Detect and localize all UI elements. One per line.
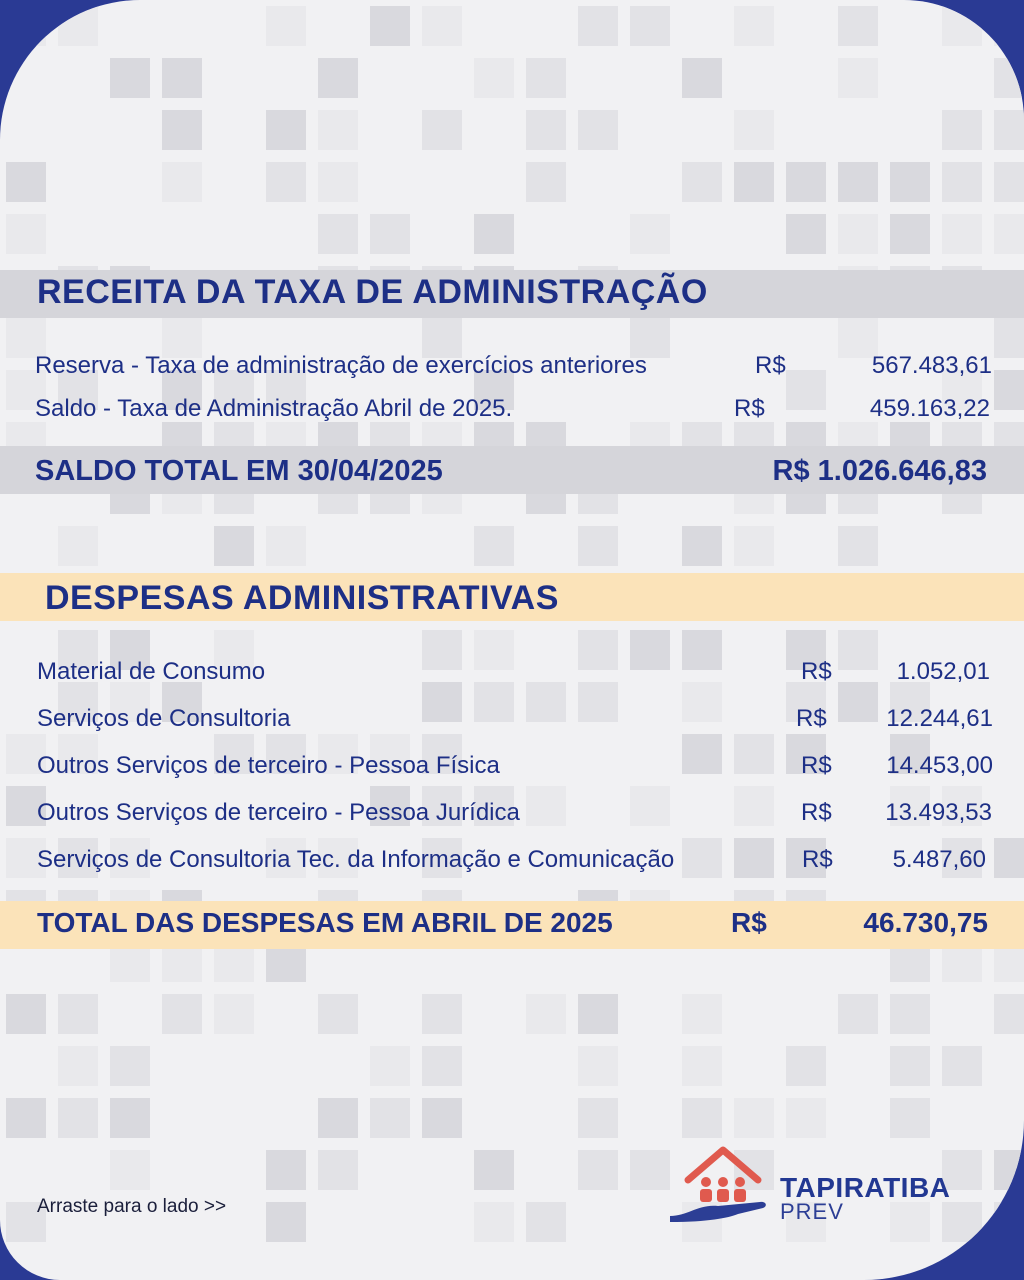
background-tile [734,1098,774,1138]
background-tile [734,162,774,202]
receita-row-currency: R$ [755,352,786,379]
despesas-total-currency: R$ [731,907,767,938]
background-tile [318,162,358,202]
background-tile [422,630,462,670]
background-tile [370,1098,410,1138]
background-tile [994,1150,1024,1190]
background-tile [474,1202,514,1242]
despesa-row-currency: R$ [801,658,832,685]
background-tile [578,994,618,1034]
background-tile [994,370,1024,410]
background-tile [578,110,618,150]
background-tile [370,214,410,254]
background-tile [630,786,670,826]
logo-subtitle: PREV [780,1199,844,1224]
background-tile [734,526,774,566]
background-tile [994,110,1024,150]
background-tile [474,1150,514,1190]
background-tile [318,1098,358,1138]
background-tile [526,682,566,722]
background-tile [630,1150,670,1190]
background-tile [942,110,982,150]
background-tile [786,1046,826,1086]
background-tile [318,110,358,150]
background-tile [578,6,618,46]
despesa-row-label: Outros Serviços de terceiro - Pessoa Física [37,752,500,779]
background-tile [58,526,98,566]
despesa-row-label: Serviços de Consultoria [37,705,291,732]
background-tile [994,318,1024,358]
background-tile [474,682,514,722]
background-tile [266,1202,306,1242]
background-tile [994,214,1024,254]
background-tile [266,6,306,46]
background-tile [370,6,410,46]
background-tile [682,526,722,566]
receita-row-label: Saldo - Taxa de Administração Abril de 2025. [35,395,513,422]
background-tile [838,526,878,566]
despesa-row-value: 12.244,61 [886,705,993,732]
logo-title: TAPIRATIBA [780,1172,951,1203]
background-tile [734,110,774,150]
background-tile [318,994,358,1034]
background-tile [162,162,202,202]
background-tile [422,1098,462,1138]
despesa-row-value: 5.487,60 [892,846,986,873]
background-tile [526,162,566,202]
background-tile [214,526,254,566]
house-hand-icon [668,1144,778,1224]
despesa-row-label: Serviços de Consultoria Tec. da Informação e Comunicação [37,846,675,873]
receita-total-value: R$ 1.026.646,83 [772,455,987,487]
background-tile [942,214,982,254]
despesa-row-label: Material de Consumo [37,658,266,685]
background-tile [578,1150,618,1190]
background-tile [682,838,722,878]
receita-row-currency: R$ [734,395,765,422]
receita-row-label: Reserva - Taxa de administração de exercícios anteriores [35,352,647,379]
despesa-row-currency: R$ [801,799,832,826]
receita-total-label: SALDO TOTAL EM 30/04/2025 [35,455,443,487]
background-tile [942,162,982,202]
background-tile [942,6,982,46]
background-tile [526,786,566,826]
background-tile [110,1150,150,1190]
background-tile [682,630,722,670]
background-tile [682,1098,722,1138]
tapiratiba-prev-logo [668,1144,968,1224]
background-tile [318,214,358,254]
background-tile [994,1202,1024,1242]
background-tile [682,682,722,722]
background-tile [786,162,826,202]
background-tile [838,162,878,202]
background-tile [58,1046,98,1086]
background-tile [734,734,774,774]
despesa-row-currency: R$ [802,846,833,873]
background-tile [6,994,46,1034]
background-tile [994,162,1024,202]
background-tile [994,994,1024,1034]
background-tile [526,110,566,150]
background-tile [110,1098,150,1138]
background-tile [838,58,878,98]
background-tile [58,994,98,1034]
background-tile [682,58,722,98]
background-tile [630,630,670,670]
background-tile [318,58,358,98]
background-tile [994,838,1024,878]
background-tile [6,6,46,46]
background-tile [422,6,462,46]
background-tile [578,1098,618,1138]
background-tile [6,1098,46,1138]
background-tile [422,110,462,150]
background-tile [838,994,878,1034]
despesa-row-value: 14.453,00 [886,752,993,779]
background-tile [682,994,722,1034]
background-tile [162,110,202,150]
background-tile [890,1046,930,1086]
background-tile [214,994,254,1034]
despesas-title: DESPESAS ADMINISTRATIVAS [45,579,559,617]
background-tile [890,214,930,254]
background-tile [266,110,306,150]
background-tile [890,1098,930,1138]
background-tile [422,994,462,1034]
background-tile [890,162,930,202]
background-tile [786,1098,826,1138]
background-tile [162,994,202,1034]
background-tile [734,786,774,826]
background-tile [526,58,566,98]
background-tile [162,58,202,98]
despesa-row-value: 13.493,53 [885,799,992,826]
background-tile [682,162,722,202]
background-tile [890,994,930,1034]
background-tile [474,214,514,254]
despesa-row-currency: R$ [801,752,832,779]
background-tile [578,630,618,670]
background-tile [838,6,878,46]
swipe-hint: Arraste para o lado >> [37,1196,227,1217]
background-tile [474,630,514,670]
background-tile [110,58,150,98]
background-tile [526,1202,566,1242]
background-tile [6,214,46,254]
background-tile [994,6,1024,46]
despesa-row-currency: R$ [796,705,827,732]
background-tile [578,526,618,566]
background-tile [58,1098,98,1138]
background-tile [370,1046,410,1086]
background-tile [526,994,566,1034]
background-tile [474,58,514,98]
background-tile [786,214,826,254]
despesa-row-label: Outros Serviços de terceiro - Pessoa Jurídica [37,799,520,826]
receita-row-value: 459.163,22 [869,395,990,422]
background-tile [630,214,670,254]
background-tile [682,734,722,774]
background-tile [474,526,514,566]
background-tile [6,162,46,202]
background-tile [942,1046,982,1086]
background-tile [734,6,774,46]
background-tile [110,1046,150,1086]
background-tile [58,6,98,46]
background-tile [994,58,1024,98]
background-tile [266,1150,306,1190]
despesa-row-value: 1.052,01 [896,658,990,685]
receita-title: RECEITA DA TAXA DE ADMINISTRAÇÃO [37,273,708,311]
background-tile [838,214,878,254]
background-tile [422,1046,462,1086]
background-tile [682,1046,722,1086]
despesas-total-label: TOTAL DAS DESPESAS EM ABRIL DE 2025 [37,907,613,938]
background-tile [266,526,306,566]
despesas-total-value: 46.730,75 [863,907,988,938]
background-tile [734,838,774,878]
background-tile [630,6,670,46]
background-tile [318,1150,358,1190]
background-tile [578,682,618,722]
receita-row-value: 567.483,61 [871,352,992,379]
background-tile [422,682,462,722]
background-tile [266,162,306,202]
background-tile [578,1046,618,1086]
